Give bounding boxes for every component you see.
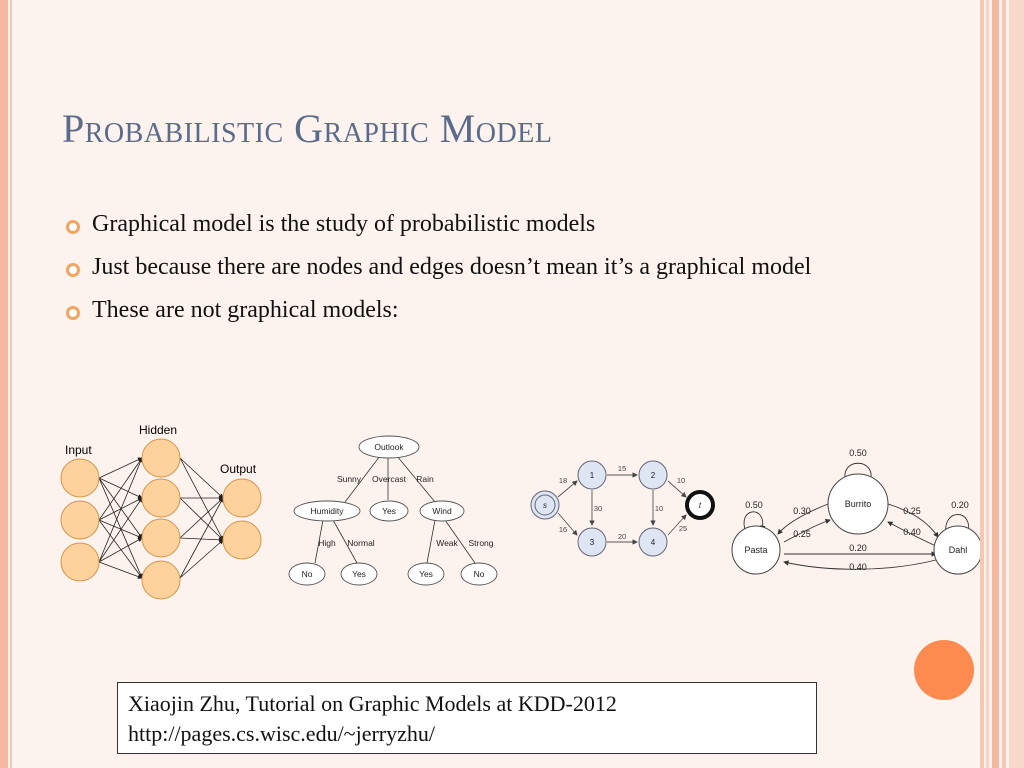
edge-label: 25	[678, 524, 688, 533]
node-label: t	[698, 501, 702, 510]
node-label: s	[543, 501, 547, 510]
tree-node-label: Wind	[432, 506, 452, 516]
state-label: Dahl	[948, 545, 968, 555]
tree-branch-label: Rain	[416, 474, 434, 484]
prob-label: 0.40	[903, 527, 921, 537]
node-label: 4	[650, 538, 656, 547]
tree-branch-label: Sunny	[336, 474, 362, 484]
input-label: Input	[65, 443, 92, 457]
hidden-label: Hidden	[139, 423, 178, 437]
hidden-node	[142, 439, 180, 477]
citation-url: http://pages.cs.wisc.edu/~jerryzhu/	[128, 721, 435, 746]
hidden-node	[142, 561, 180, 599]
edge-label: 18	[558, 476, 568, 485]
tree-branch-label: High	[318, 538, 336, 548]
edge-label: 10	[654, 504, 664, 513]
tree-branch-label: Normal	[347, 538, 375, 548]
bullet-item: Graphical model is the study of probabilistic models	[62, 208, 902, 241]
node-label: 3	[589, 538, 595, 547]
slide-title: Probabilistic Graphic Model	[62, 106, 553, 151]
prob-label: 0.20	[849, 543, 867, 553]
output-node	[223, 521, 261, 559]
prob-label: 0.50	[849, 448, 867, 458]
tree-root-label: Outlook	[374, 442, 404, 452]
tree-leaf-label: Yes	[352, 569, 366, 579]
input-node	[61, 543, 99, 581]
bullet-icon	[66, 306, 80, 320]
prob-label: 0.40	[849, 562, 867, 572]
decision-tree-diagram	[285, 430, 505, 590]
tree-branch-label: Strong	[468, 538, 494, 548]
node-label: 2	[650, 471, 656, 480]
prob-label: 0.30	[793, 506, 811, 516]
decorative-orange-circle	[914, 640, 974, 700]
right-decorative-stripes	[980, 0, 1024, 768]
bullet-icon	[66, 263, 80, 277]
edge-label: 16	[558, 525, 568, 534]
bullet-item: Just because there are nodes and edges doesn’t mean it’s a graphical model	[62, 251, 902, 284]
flow-network-diagram	[525, 455, 725, 565]
output-label: Output	[220, 462, 257, 476]
edge-label: 30	[593, 504, 603, 513]
tree-leaf-label: No	[301, 569, 313, 579]
left-frame-stripe	[0, 0, 8, 768]
edge-label: 20	[617, 532, 627, 541]
tree-branch-label: Weak	[436, 538, 458, 548]
tree-leaf-label: No	[473, 569, 485, 579]
edge-label: 15	[617, 464, 627, 473]
bullet-icon	[66, 220, 80, 234]
left-frame-line	[10, 0, 12, 768]
citation-box	[117, 682, 817, 754]
tree-node-label: Humidity	[310, 506, 344, 516]
input-node	[61, 501, 99, 539]
prob-label: 0.50	[745, 500, 763, 510]
tree-branch-label: Overcast	[371, 474, 407, 484]
prob-label: 0.25	[903, 506, 921, 516]
citation-author: Xiaojin Zhu, Tutorial on Graphic Models at KDD-2012	[128, 691, 617, 716]
hidden-node	[142, 519, 180, 557]
input-node	[61, 459, 99, 497]
output-node	[223, 479, 261, 517]
prob-label: 0.25	[793, 529, 811, 539]
edge-label: 10	[676, 476, 686, 485]
state-label: Pasta	[744, 545, 768, 555]
bullet-item: These are not graphical models:	[62, 294, 902, 327]
bullet-list	[62, 208, 902, 337]
prob-label: 0.20	[951, 500, 969, 510]
tree-leaf-label: Yes	[419, 569, 433, 579]
hidden-node	[142, 479, 180, 517]
markov-chain-diagram	[728, 442, 980, 582]
node-label: 1	[589, 471, 595, 480]
neural-network-diagram	[55, 418, 275, 608]
tree-node-label: Yes	[382, 506, 396, 516]
state-label: Burrito	[844, 499, 872, 509]
